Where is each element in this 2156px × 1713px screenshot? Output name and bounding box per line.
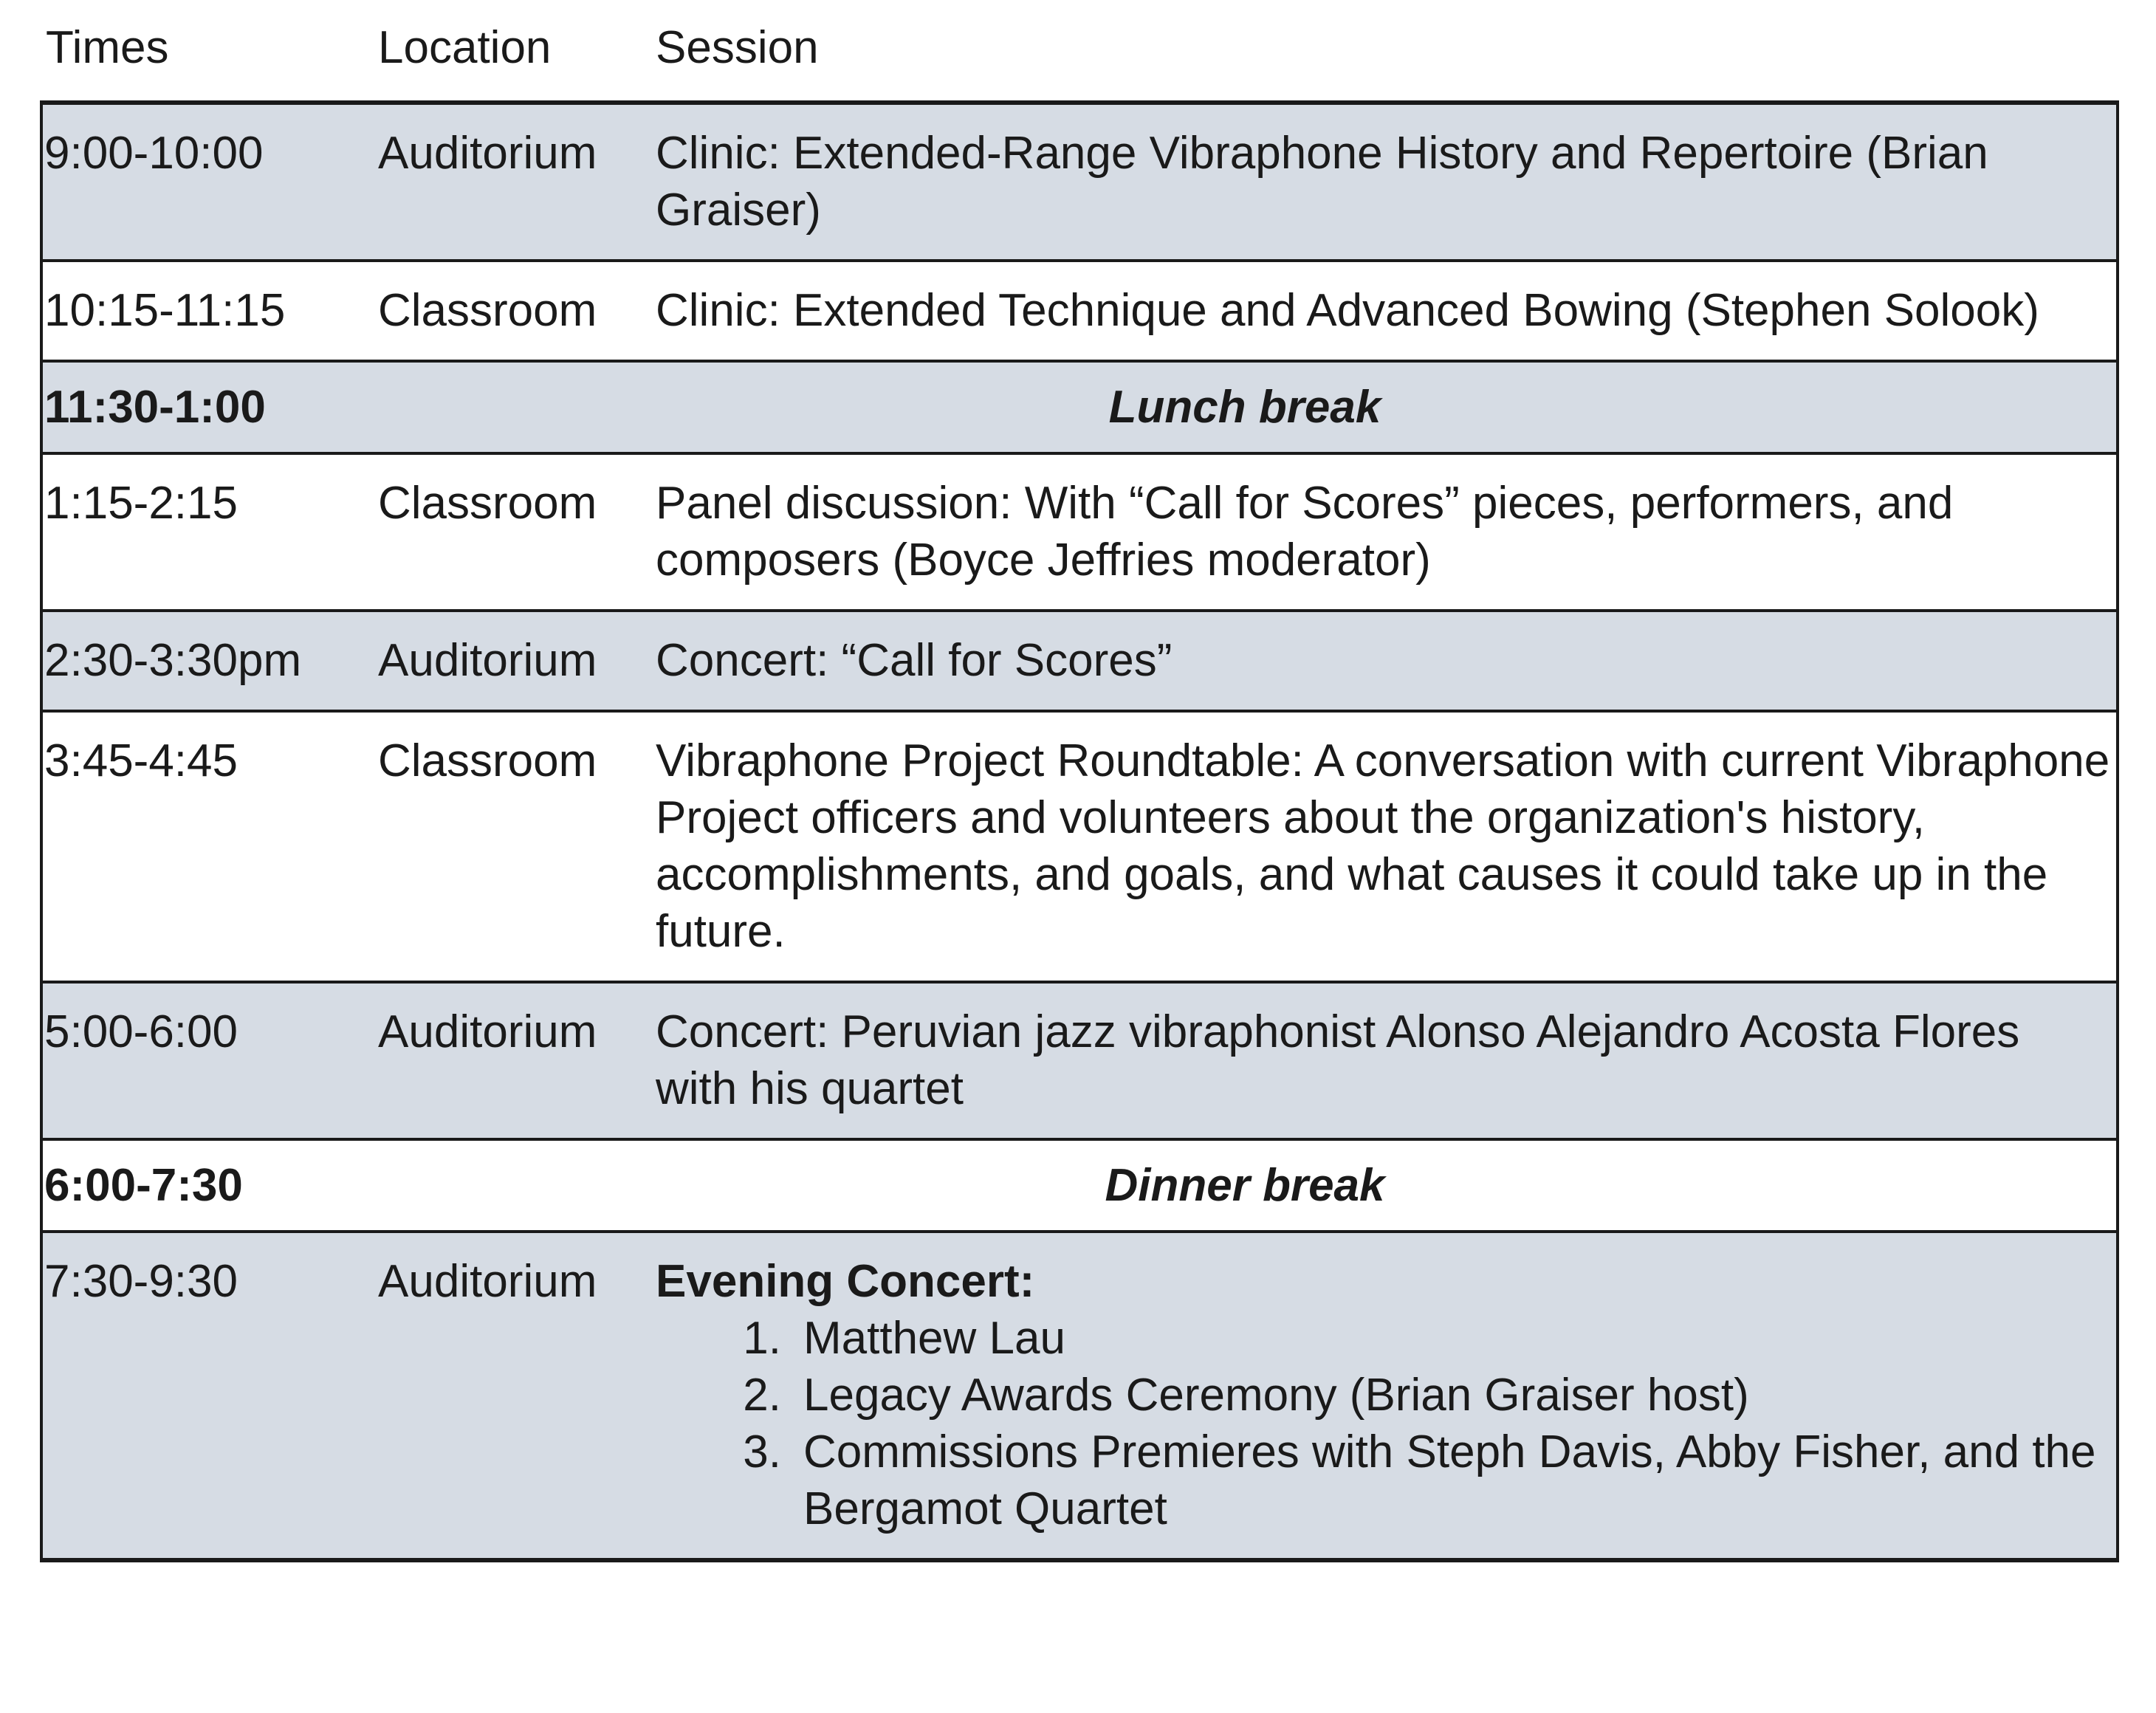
list-number: 1. <box>743 1313 781 1364</box>
session-cell: Vibraphone Project Roundtable: A conversation with current Vibraphone Project officers and volunteers about the organization's history, accomplishments, and goals, and what causes it could take up in the future. <box>651 711 2118 982</box>
location-cell: Classroom <box>374 261 651 361</box>
header-location: Location <box>374 19 651 103</box>
location-cell: Auditorium <box>374 103 651 261</box>
time-cell: 10:15-11:15 <box>41 261 374 361</box>
location-cell: Auditorium <box>374 1232 651 1560</box>
time-cell: 2:30-3:30pm <box>41 611 374 711</box>
table-row <box>41 453 2118 611</box>
list-text: Matthew Lau <box>803 1313 1065 1364</box>
schedule-table <box>40 19 2119 1562</box>
session-cell: Concert: “Call for Scores” <box>651 611 2118 711</box>
list-item <box>656 1367 2112 1424</box>
time-cell: 9:00-10:00 <box>41 103 374 261</box>
header-times: Times <box>41 19 374 103</box>
session-cell: Clinic: Extended Technique and Advanced Bowing (Stephen Solook) <box>651 261 2118 361</box>
time-cell: 7:30-9:30 <box>41 1232 374 1560</box>
list-number: 3. <box>743 1427 781 1477</box>
table-row <box>41 261 2118 361</box>
table-row <box>41 1232 2118 1560</box>
table-row <box>41 982 2118 1139</box>
list-item <box>656 1310 2112 1367</box>
table-row <box>41 711 2118 982</box>
time-cell: 11:30-1:00 <box>41 361 374 453</box>
list-text: Commissions Premieres with Steph Davis, Abby Fisher, and the Bergamot Quartet <box>803 1427 2096 1534</box>
session-cell: Panel discussion: With “Call for Scores” pieces, performers, and composers (Boyce Jeffries moderator) <box>651 453 2118 611</box>
time-cell: 3:45-4:45 <box>41 711 374 982</box>
time-cell: 5:00-6:00 <box>41 982 374 1139</box>
time-cell: 6:00-7:30 <box>41 1139 374 1232</box>
program-list <box>656 1310 2112 1537</box>
break-label: Lunch break <box>374 361 2118 453</box>
list-item <box>656 1424 2112 1537</box>
break-row <box>41 1139 2118 1232</box>
break-label: Dinner break <box>374 1139 2118 1232</box>
location-cell: Classroom <box>374 453 651 611</box>
time-cell: 1:15-2:15 <box>41 453 374 611</box>
location-cell: Auditorium <box>374 611 651 711</box>
session-cell <box>651 1232 2118 1560</box>
table-row <box>41 103 2118 261</box>
session-cell: Concert: Peruvian jazz vibraphonist Alonso Alejandro Acosta Flores with his quartet <box>651 982 2118 1139</box>
list-text: Legacy Awards Ceremony (Brian Graiser host) <box>803 1370 1749 1421</box>
break-row <box>41 361 2118 453</box>
session-cell: Clinic: Extended-Range Vibraphone History and Repertoire (Brian Graiser) <box>651 103 2118 261</box>
session-title: Evening Concert: <box>656 1256 1035 1307</box>
header-session: Session <box>651 19 2118 103</box>
location-cell: Classroom <box>374 711 651 982</box>
header-row <box>41 19 2118 103</box>
list-number: 2. <box>743 1370 781 1421</box>
table-row <box>41 611 2118 711</box>
location-cell: Auditorium <box>374 982 651 1139</box>
